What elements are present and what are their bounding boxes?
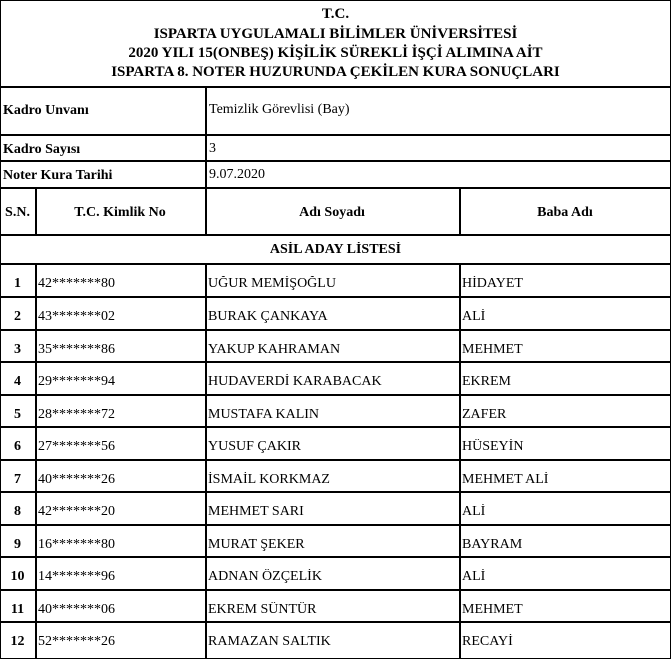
cell-tc-kimlik: 29*******94 bbox=[38, 374, 115, 389]
grid-line-horizontal bbox=[0, 524, 671, 526]
cell-tc-kimlik: 16*******80 bbox=[38, 537, 115, 552]
cell-name: HUDAVERDİ KARABACAK bbox=[208, 374, 382, 389]
header-line-notary: ISPARTA 8. NOTER HUZURUNDA ÇEKİLEN KURA SONUÇLARI bbox=[111, 64, 560, 80]
cell-sn: 1 bbox=[14, 276, 21, 291]
grid-line-vertical bbox=[459, 187, 461, 234]
cell-tc-kimlik: 35*******86 bbox=[38, 342, 115, 357]
cell-sn: 12 bbox=[10, 634, 25, 649]
header-line-recruitment: 2020 YILI 15(ONBEŞ) KİŞİLİK SÜREKLİ İŞÇİ ALIMINA AİT bbox=[128, 45, 543, 61]
column-header-tc: T.C. Kimlik No bbox=[74, 205, 166, 220]
grid-line-vertical bbox=[205, 86, 207, 234]
cell-tc-kimlik: 52*******26 bbox=[38, 634, 115, 649]
grid-line-vertical bbox=[205, 263, 207, 659]
cell-tc-kimlik: 42*******80 bbox=[38, 276, 115, 291]
cell-father-name: ALİ bbox=[462, 309, 486, 324]
column-header-sn: S.N. bbox=[5, 205, 30, 220]
kadro-sayisi-label: Kadro Sayısı bbox=[3, 142, 81, 157]
cell-name: YAKUP KAHRAMAN bbox=[208, 342, 341, 357]
cell-father-name: ZAFER bbox=[462, 407, 507, 422]
section-title: ASİL ADAY LİSTESİ bbox=[269, 242, 402, 257]
grid-line-horizontal bbox=[0, 329, 671, 331]
grid-line-horizontal bbox=[0, 426, 671, 428]
cell-father-name: HÜSEYİN bbox=[462, 439, 524, 454]
cell-tc-kimlik: 43*******02 bbox=[38, 309, 115, 324]
cell-sn: 11 bbox=[10, 602, 25, 617]
grid-line-horizontal bbox=[0, 361, 671, 363]
column-header-father: Baba Adı bbox=[537, 205, 593, 220]
cell-father-name: HİDAYET bbox=[462, 276, 523, 291]
grid-line-horizontal bbox=[0, 621, 671, 623]
cell-name: UĞUR MEMİŞOĞLU bbox=[208, 276, 336, 291]
cell-tc-kimlik: 28*******72 bbox=[38, 407, 115, 422]
grid-line-horizontal bbox=[0, 86, 671, 88]
cell-father-name: EKREM bbox=[462, 374, 511, 389]
cell-tc-kimlik: 40*******06 bbox=[38, 602, 115, 617]
cell-sn: 10 bbox=[10, 569, 25, 584]
cell-father-name: ALİ bbox=[462, 569, 486, 584]
cell-tc-kimlik: 42*******20 bbox=[38, 504, 115, 519]
cell-name: EKREM SÜNTÜR bbox=[208, 602, 317, 617]
cell-sn: 5 bbox=[14, 407, 21, 422]
cell-sn: 7 bbox=[14, 472, 21, 487]
cell-name: MEHMET SARI bbox=[208, 504, 304, 519]
cell-name: RAMAZAN SALTIK bbox=[208, 634, 331, 649]
cell-father-name: MEHMET bbox=[462, 342, 523, 357]
cell-father-name: BAYRAM bbox=[462, 537, 523, 552]
grid-line-horizontal bbox=[0, 234, 671, 236]
cell-sn: 3 bbox=[14, 342, 21, 357]
cell-tc-kimlik: 27*******56 bbox=[38, 439, 115, 454]
grid-line-vertical bbox=[459, 263, 461, 659]
cell-tc-kimlik: 14*******96 bbox=[38, 569, 115, 584]
cell-father-name: ALİ bbox=[462, 504, 486, 519]
kadro-sayisi-value: 3 bbox=[209, 141, 216, 156]
noter-tarihi-label: Noter Kura Tarihi bbox=[3, 168, 113, 183]
grid-line-horizontal bbox=[0, 0, 671, 1]
grid-line-horizontal bbox=[0, 589, 671, 591]
cell-sn: 2 bbox=[14, 309, 21, 324]
cell-tc-kimlik: 40*******26 bbox=[38, 472, 115, 487]
cell-name: İSMAİL KORKMAZ bbox=[208, 472, 330, 487]
noter-tarihi-value: 9.07.2020 bbox=[209, 167, 265, 182]
grid-line-horizontal bbox=[0, 556, 671, 558]
grid-line-vertical bbox=[35, 187, 37, 234]
grid-line-horizontal bbox=[0, 134, 671, 136]
grid-line-horizontal bbox=[0, 459, 671, 461]
kadro-unvani-value: Temizlik Görevlisi (Bay) bbox=[209, 102, 350, 117]
grid-line-horizontal bbox=[0, 491, 671, 493]
grid-line-vertical bbox=[35, 263, 37, 659]
cell-name: MURAT ŞEKER bbox=[208, 537, 305, 552]
cell-name: BURAK ÇANKAYA bbox=[208, 309, 328, 324]
cell-father-name: RECAYİ bbox=[462, 634, 513, 649]
cell-name: YUSUF ÇAKIR bbox=[208, 439, 301, 454]
cell-father-name: MEHMET ALİ bbox=[462, 472, 549, 487]
cell-sn: 6 bbox=[14, 439, 21, 454]
grid-line-horizontal bbox=[0, 394, 671, 396]
cell-name: MUSTAFA KALIN bbox=[208, 407, 320, 422]
grid-line-horizontal bbox=[0, 187, 671, 189]
cell-name: ADNAN ÖZÇELİK bbox=[208, 569, 322, 584]
grid-line-horizontal bbox=[0, 263, 671, 265]
grid-line-horizontal bbox=[0, 296, 671, 298]
column-header-name: Adı Soyadı bbox=[299, 205, 365, 220]
cell-father-name: MEHMET bbox=[462, 602, 523, 617]
grid-line-horizontal bbox=[0, 160, 671, 162]
kadro-unvani-label: Kadro Unvanı bbox=[3, 103, 89, 118]
cell-sn: 8 bbox=[14, 504, 21, 519]
header-line-university: ISPARTA UYGULAMALI BİLİMLER ÜNİVERSİTESİ bbox=[153, 26, 518, 42]
cell-sn: 9 bbox=[14, 537, 21, 552]
cell-sn: 4 bbox=[14, 374, 21, 389]
header-line-tc: T.C. bbox=[321, 6, 350, 22]
